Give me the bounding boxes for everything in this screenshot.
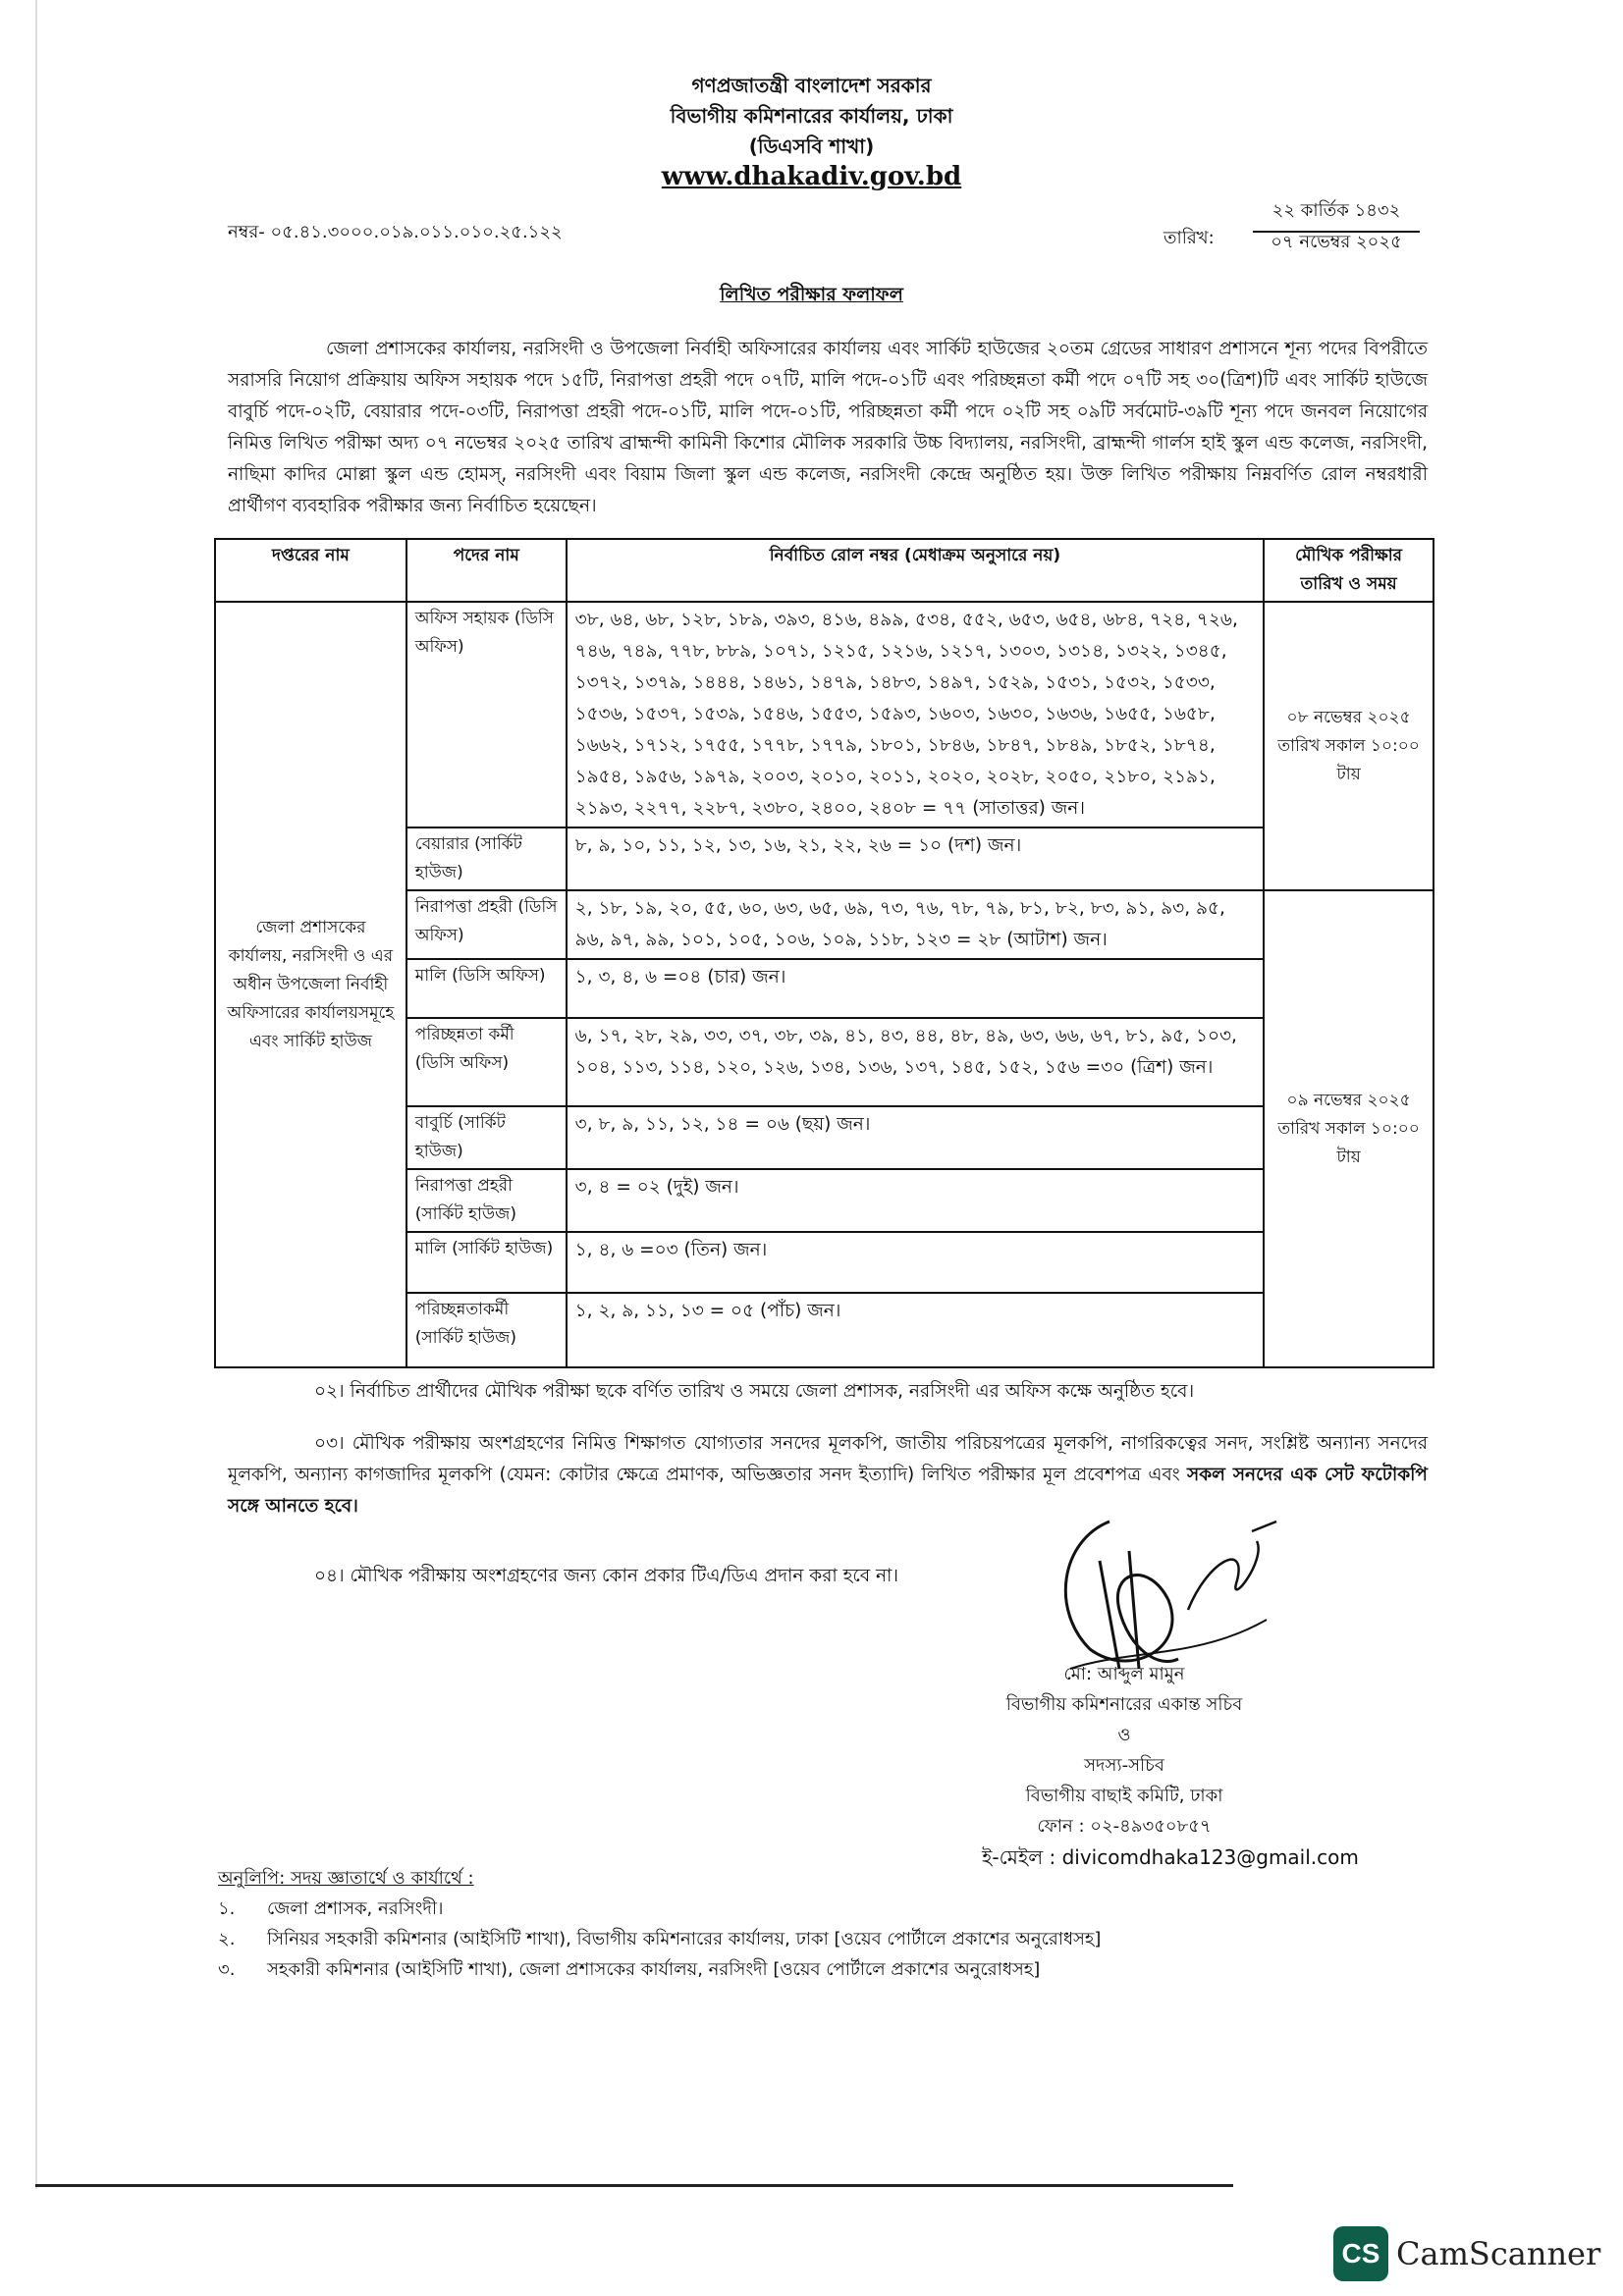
signatory-name: মো: আব্দুল মামুন xyxy=(1063,1664,1185,1684)
post-cell: বাবুর্চি (সার্কিট হাউজ) xyxy=(406,1106,567,1169)
schedule-cell: ০৯ নভেম্বর ২০২৫ তারিখ সকাল ১০:০০ টায় xyxy=(1264,890,1434,1367)
cc-item-text: সহকারী কমিশনার (আইসিটি শাখা), জেলা প্রশাসকের কার্যালয়, নরসিংদী [ওয়েব পোর্টালে প্রকাশের অনুরোধসহ] xyxy=(267,1959,1041,1980)
rolls-cell: ৩, ৪ = ০২ (দুই) জন। xyxy=(567,1169,1265,1232)
scan-bottom-edge xyxy=(35,2184,1233,2187)
col-office: দপ্তরের নাম xyxy=(215,539,406,602)
table-header-row xyxy=(215,539,1434,602)
paragraph-03-text: ০৩। মৌখিক পরীক্ষায় অংশগ্রহণের নিমিত্ত শিক্ষাগত যোগ্যতার সনদের মূলকপি, জাতীয় পরিচয়পত্রের মূলকপি, নাগরিকত্বের সনদ, সংশ্লিষ্ট অন্যান্য সনদের মূলকপি, অন্যান্য কাগজাদির মূলকপি (যেমন: কোটার ক্ষেত্রে প্রমাণক, অভিজ্ঞতার সনদ ইত্যাদি) লিখিত পরীক্ষার মূল প্রবেশপত্র এবং xyxy=(228,1433,1428,1485)
cc-item-number: ২. xyxy=(218,1929,236,1949)
cc-item-text: জেলা প্রশাসক, নরসিংদী। xyxy=(267,1898,444,1919)
results-table xyxy=(214,538,1434,1368)
post-cell: বেয়ারার (সার্কিট হাউজ) xyxy=(406,828,567,890)
col-rolls: নির্বাচিত রোল নম্বর (মেধাক্রম অনুসারে নয়) xyxy=(567,539,1265,602)
camscanner-text: CamScanner xyxy=(1396,2235,1601,2272)
intro-paragraph: জেলা প্রশাসকের কার্যালয়, নরসিংদী ও উপজেলা নির্বাহী অফিসারের কার্যালয় এবং সার্কিট হাউজের ২০তম গ্রেডের সাধারণ প্রশাসনে শূন্য পদের বিপরীতে সরাসরি নিয়োগ প্রক্রিয়ায় অফিস সহায়ক পদে ১৫টি, নিরাপত্তা প্রহরী পদে ০৭টি, মালি পদে-০১টি এবং পরিচ্ছন্নতা কর্মী পদে ০৭টি সহ ৩০(ত্রিশ)টি এবং সার্কিট হাউজে বাবুর্চি পদে-০২টি, বেয়ারার পদে-০৩টি, নিরাপত্তা প্রহরী পদে-০১টি, মালি পদে-০১টি, পরিচ্ছন্নতা কর্মী পদে ০২টি সহ ০৯টি সর্বমোট-৩৯টি শূন্য পদে জনবল নিয়োগের নিমিত্ত লিখিত পরীক্ষা অদ্য ০৭ নভেম্বর ২০২৫ তারিখ ব্রাহ্মন্দী কামিনী কিশোর মৌলিক সরকারি উচ্চ বিদ্যালয়, নরসিংদী, ব্রাহ্মন্দী গার্লস হাই স্কুল এন্ড কলেজ, নরসিংদী, নাছিমা কাদির মোল্লা স্কুল এন্ড হোমস্, নরসিংদী এবং বিয়াম জিলা স্কুল এন্ড কলেজ, নরসিংদী কেন্দ্রে অনুষ্ঠিত হয়। উক্ত লিখিত পরীক্ষায় নিম্নবর্ণিত রোল নম্বরধারী প্রার্থীগণ ব্যবহারিক পরীক্ষার জন্য নির্বাচিত হয়েছেন। xyxy=(228,339,1428,516)
cc-item-text: সিনিয়র সহকারী কমিশনার (আইসিটি শাখা), বিভাগীয় কমিশনারের কার্যালয়, ঢাকা [ওয়েব পোর্টালে প্রকাশের অনুরোধসহ] xyxy=(267,1929,1102,1949)
post-cell: পরিচ্ছন্নতা কর্মী (ডিসি অফিস) xyxy=(406,1018,567,1106)
cc-item xyxy=(218,1924,1101,1954)
rolls-cell: ২, ১৮, ১৯, ২০, ৫৫, ৬০, ৬৩, ৬৫, ৬৯, ৭৩, ৭৬, ৭৮, ৭৯, ৮১, ৮২, ৮৩, ৯১, ৯৩, ৯৫, ৯৬, ৯৭, ৯৯, ১০১, ১০৫, ১০৬, ১০৯, ১১৮, ১২৩ = ২৮ (আটাশ) জন। xyxy=(567,890,1265,959)
post-cell: অফিস সহায়ক (ডিসি অফিস) xyxy=(406,602,567,828)
date-bangla: ২২ কার্তিক ১৪৩২ xyxy=(1253,196,1420,233)
memo-number: নম্বর- ০৫.৪১.৩০০০.০১৯.০১১.০১০.২৫.১২২ xyxy=(228,222,563,242)
post-cell: পরিচ্ছন্নতাকর্মী (সার্কিট হাউজ) xyxy=(406,1293,567,1367)
signatory-title: বিভাগীয় কমিশনারের একান্ত সচিব xyxy=(1005,1694,1243,1715)
office-name: বিভাগীয় কমিশনারের কার্যালয়, ঢাকা xyxy=(670,104,953,128)
cc-list xyxy=(218,1863,1101,1985)
rolls-cell: ১, ৪, ৬ =০৩ (তিন) জন। xyxy=(567,1232,1265,1293)
signature-block xyxy=(972,1659,1276,1842)
camscanner-logo-icon: CS xyxy=(1333,2226,1388,2281)
paragraph-04: ০৪। মৌখিক পরীক্ষায় অংশগ্রহণের জন্য কোন প্রকার টিএ/ডিএ প্রদান করা হবে না। xyxy=(314,1566,899,1586)
signatory-email[interactable]: ই-মেইল : divicomdhaka123@gmail.com xyxy=(982,1845,1359,1869)
col-post: পদের নাম xyxy=(406,539,567,602)
signatory-committee: বিভাগীয় বাছাই কমিটি, ঢাকা xyxy=(1025,1786,1223,1806)
office-cell: জেলা প্রশাসকের কার্যালয়, নরসিংদী ও এর অধীন উপজেলা নির্বাহী অফিসারের কার্যালয়সমূহে এবং সার্কিট হাউজ xyxy=(215,602,406,1367)
document-title: লিখিত পরীক্ষার ফলাফল xyxy=(720,284,903,305)
govt-name: গণপ্রজাতন্ত্রী বাংলাদেশ সরকার xyxy=(691,74,932,97)
post-cell: নিরাপত্তা প্রহরী (ডিসি অফিস) xyxy=(406,890,567,959)
letterhead xyxy=(0,71,1623,192)
post-cell: মালি (ডিসি অফিস) xyxy=(406,959,567,1018)
rolls-cell: ১, ৩, ৪, ৬ =০৪ (চার) জন। xyxy=(567,959,1265,1018)
rolls-cell: ৬, ১৭, ২৮, ২৯, ৩৩, ৩৭, ৩৮, ৩৯, ৪১, ৪৩, ৪৪, ৪৮, ৪৯, ৬৩, ৬৬, ৬৭, ৮১, ৯৫, ১০৩, ১০৪, ১১৩, ১১৪, ১২০, ১২৬, ১৩৪, ১৩৬, ১৩৭, ১৪৫, ১৫২, ১৫৬ =৩০ (ত্রিশ) জন। xyxy=(567,1018,1265,1106)
cc-item xyxy=(218,1894,1101,1924)
cc-heading: অনুলিপি: সদয় জ্ঞাতার্থে ও কার্যার্থে : xyxy=(218,1868,474,1889)
post-cell: নিরাপত্তা প্রহরী (সার্কিট হাউজ) xyxy=(406,1169,567,1232)
rolls-cell: ৮, ৯, ১০, ১১, ১২, ১৩, ১৬, ২১, ২২, ২৬ = ১০ (দশ) জন। xyxy=(567,828,1265,890)
scan-edge xyxy=(35,0,37,2189)
post-cell: মালি (সার্কিট হাউজ) xyxy=(406,1232,567,1293)
camscanner-watermark xyxy=(1333,2226,1600,2281)
table-row xyxy=(215,602,1434,828)
col-schedule: মৌখিক পরীক্ষার তারিখ ও সময় xyxy=(1264,539,1434,602)
rolls-cell: ১, ২, ৯, ১১, ১৩ = ০৫ (পাঁচ) জন। xyxy=(567,1293,1265,1367)
signatory-role: সদস্য-সচিব xyxy=(1084,1755,1164,1776)
rolls-cell: ৩, ৮, ৯, ১১, ১২, ১৪ = ০৬ (ছয়) জন। xyxy=(567,1106,1265,1169)
schedule-cell: ০৮ নভেম্বর ২০২৫ তারিখ সকাল ১০:০০ টায় xyxy=(1264,602,1434,890)
website-link[interactable]: www.dhakadiv.gov.bd xyxy=(661,162,962,191)
branch-name: (ডিএসবি শাখা) xyxy=(748,134,875,158)
signatory-and: ও xyxy=(1117,1725,1131,1745)
date-label: তারিখ: xyxy=(1163,228,1215,248)
cc-item-number: ১. xyxy=(218,1898,236,1919)
paragraph-03-bold: সকল সনদের এক সেট ফটোকপি সঙ্গে আনতে হবে। xyxy=(228,1465,1428,1517)
rolls-cell: ৩৮, ৬৪, ৬৮, ১২৮, ১৮৯, ৩৯৩, ৪১৬, ৪৯৯, ৫৩৪, ৫৫২, ৬৫৩, ৬৫৪, ৬৮৪, ৭২৪, ৭২৬, ৭৪৬, ৭৪৯, ৭৭৮, ৮৮৯, ১০৭১, ১২১৫, ১২১৬, ১২১৭, ১৩০৩, ১৩১৪, ১৩২২, ১৩৪৫, ১৩৭২, ১৩৭৯, ১৪৪৪, ১৪৬১, ১৪৭৯, ১৪৮৩, ১৪৯৭, ১৫২৯, ১৫৩১, ১৫৩২, ১৫৩৩, ১৫৩৬, ১৫৩৭, ১৫৩৯, ১৫৪৬, ১৫৫৩, ১৫৯৩, ১৬০৩, ১৬৩০, ১৬৩৬, ১৬৫৫, ১৬৫৮, ১৬৬২, ১৭১২, ১৭৫৫, ১৭৭৮, ১৭৭৯, ১৮০১, ১৮৪৬, ১৮৪৭, ১৮৪৯, ১৮৫২, ১৮৭৪, ১৯৫৪, ১৯৫৬, ১৯৭৯, ২০০৩, ২০১০, ২০১১, ২০২০, ২০২৮, ২০৫০, ২১৮০, ২১৯১, ২১৯৩, ২২৭৭, ২২৮৭, ২৩৮০, ২৪০০, ২৪০৮ = ৭৭ (সাতাত্তর) জন। xyxy=(567,602,1265,828)
date-gregorian: ০৭ নভেম্বর ২০২৫ xyxy=(1271,232,1402,252)
paragraph-02: ০২। নির্বাচিত প্রার্থীদের মৌখিক পরীক্ষা ছকে বর্ণিত তারিখ ও সময়ে জেলা প্রশাসক, নরসিংদী এর অফিস কক্ষে অনুষ্ঠিত হবে। xyxy=(314,1381,1195,1402)
cc-item xyxy=(218,1954,1101,1985)
signatory-phone: ফোন : ০২-৪৯৩৫০৮৫৭ xyxy=(1037,1816,1212,1837)
cc-item-number: ৩. xyxy=(218,1959,236,1980)
